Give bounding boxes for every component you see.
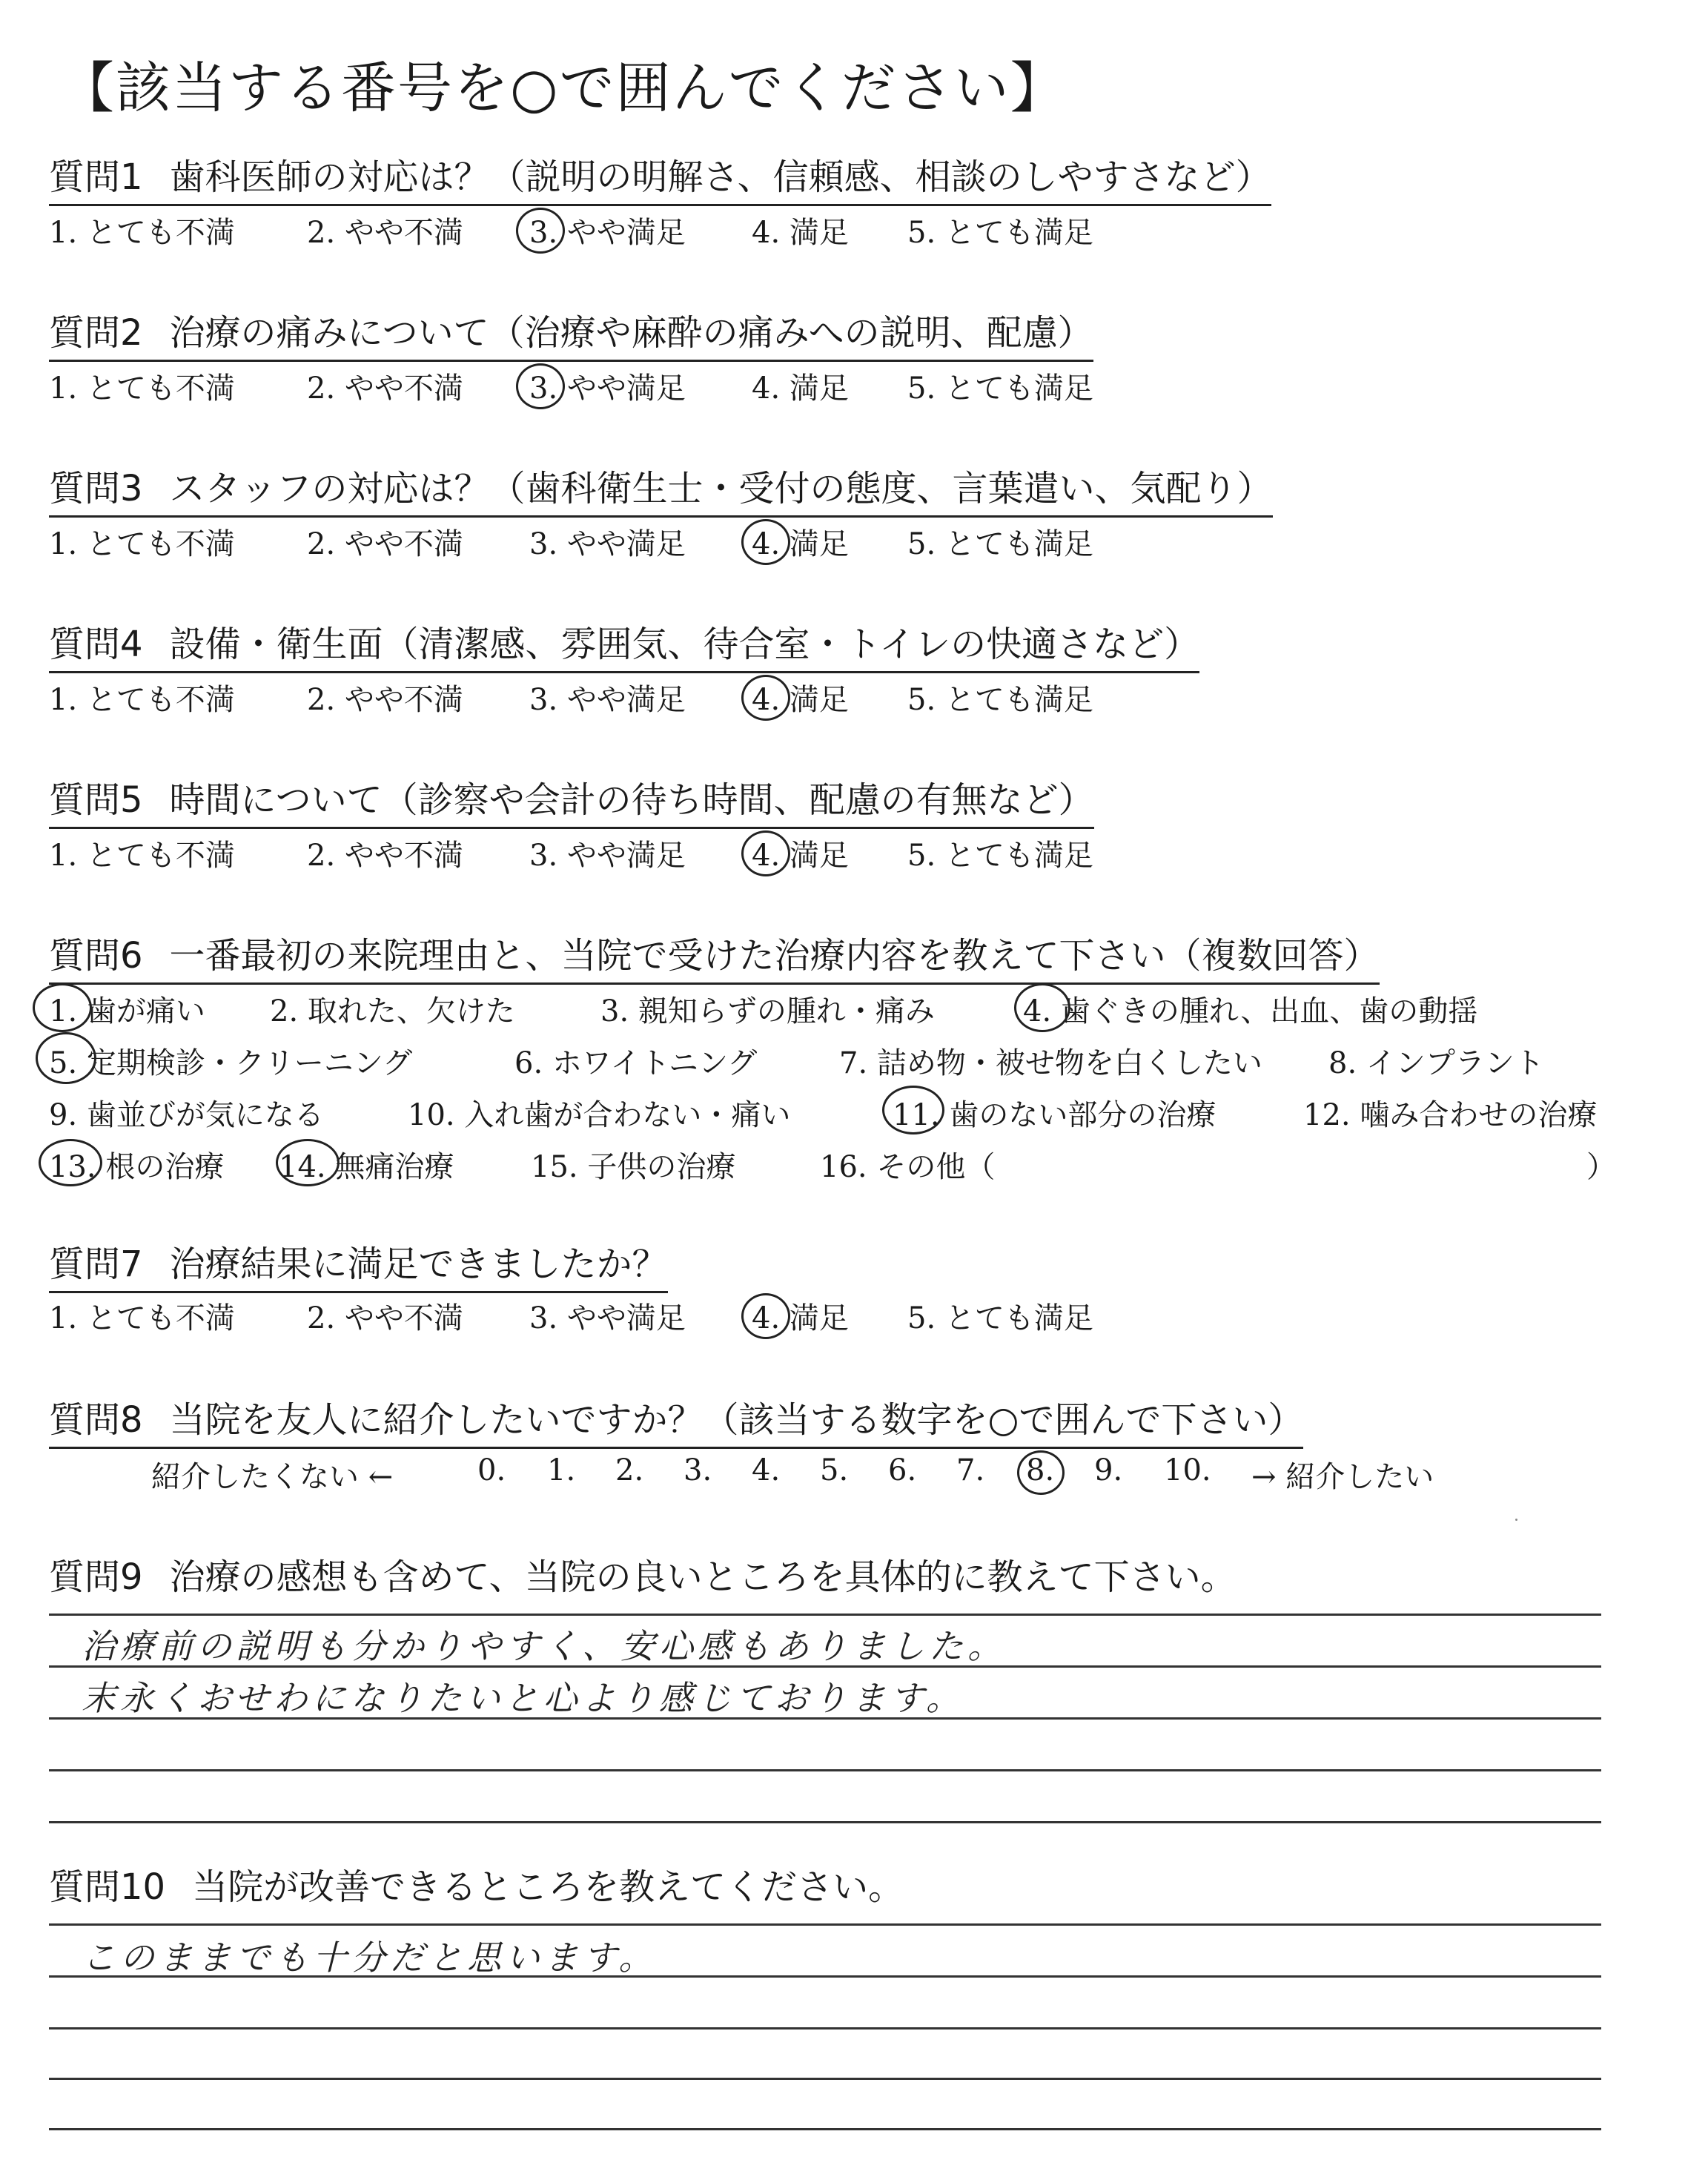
option-3[interactable]: 3. やや満足: [529, 371, 686, 406]
question-7-heading: [49, 1235, 668, 1293]
question-number: 質問4: [49, 624, 143, 665]
option-4[interactable]: 4. 歯ぐきの腫れ、出血、歯の動揺: [1023, 994, 1478, 1028]
option-3[interactable]: 3. やや満足: [529, 1301, 686, 1335]
answer-line: [49, 2027, 1601, 2029]
question-2-heading: [49, 304, 1093, 362]
answer-line: [49, 1975, 1601, 1978]
answer-line: [49, 1821, 1601, 1823]
option-10[interactable]: 10. 入れ歯が合わない・痛い: [408, 1098, 791, 1132]
question-text: 当院が改善できるところを教えてください。: [192, 1866, 904, 1908]
question-number: 質問1: [49, 156, 143, 198]
question-10-heading: [49, 1858, 904, 1914]
option-1[interactable]: 1. とても不満: [49, 683, 235, 717]
option-5[interactable]: 5. とても満足: [907, 1301, 1093, 1335]
option-2[interactable]: 2. 取れた、欠けた: [270, 994, 515, 1028]
question-8-heading: [49, 1391, 1303, 1449]
option-5[interactable]: 5. とても満足: [907, 527, 1093, 561]
scale-5[interactable]: 5.: [820, 1453, 849, 1487]
scale-4[interactable]: 4.: [752, 1453, 781, 1487]
option-5[interactable]: 5. とても満足: [907, 683, 1093, 717]
page-title: 【該当する番号を○で囲んでください】: [59, 56, 1067, 120]
option-11[interactable]: 11. 歯のない部分の治療: [893, 1098, 1217, 1132]
question-text: 治療結果に満足できましたか？: [169, 1244, 668, 1285]
option-4[interactable]: 4. 満足: [752, 371, 849, 406]
option-4[interactable]: 4. 満足: [752, 527, 849, 561]
option-2[interactable]: 2. やや不満: [307, 216, 463, 250]
question-text: 当院を友人に紹介したいですか？（該当する数字を○で囲んで下さい）: [169, 1399, 1304, 1441]
question-5-heading: [49, 771, 1094, 829]
question-number: 質問9: [49, 1556, 143, 1598]
answer-line: [49, 2128, 1601, 2130]
option-1[interactable]: 1. とても不満: [49, 371, 235, 406]
option-2[interactable]: 2. やや不満: [307, 1301, 463, 1335]
scale-6[interactable]: 6.: [888, 1453, 917, 1487]
question-text: 一番最初の来院理由と、当院で受けた治療内容を教えて下さい（複数回答）: [169, 935, 1380, 977]
option-9[interactable]: 9. 歯並びが気になる: [49, 1098, 324, 1132]
scale-9[interactable]: 9.: [1094, 1453, 1123, 1487]
answer-line: [49, 1665, 1601, 1668]
scale-2[interactable]: 2.: [615, 1453, 644, 1487]
option-2[interactable]: 2. やや不満: [307, 371, 463, 406]
question-text: スタッフの対応は？（歯科衛生士・受付の態度、言葉遣い、気配り）: [169, 468, 1273, 509]
handwritten-answer-line-1: このままでも十分だと思います。: [82, 1938, 658, 1978]
answer-line: [49, 1717, 1601, 1720]
scale-right-label: → 紹介したい: [1251, 1460, 1434, 1494]
scale-left-label: 紹介したくない ←: [151, 1460, 394, 1494]
option-15[interactable]: 15. 子供の治療: [531, 1150, 736, 1184]
option-16-close-paren: ）: [1586, 1150, 1616, 1184]
option-4[interactable]: 4. 満足: [752, 683, 849, 717]
answer-line: [49, 2078, 1601, 2080]
option-5[interactable]: 5. とても満足: [907, 371, 1093, 406]
option-4[interactable]: 4. 満足: [752, 839, 849, 873]
question-number: 質問7: [49, 1244, 143, 1285]
option-13[interactable]: 13. 根の治療: [49, 1150, 225, 1184]
option-14[interactable]: 14. 無痛治療: [279, 1150, 454, 1184]
option-3[interactable]: 3. やや満足: [529, 527, 686, 561]
question-9-heading: [49, 1548, 1237, 1604]
question-number: 質問2: [49, 312, 143, 354]
option-5[interactable]: 5. とても満足: [907, 839, 1093, 873]
option-3[interactable]: 3. やや満足: [529, 683, 686, 717]
option-1[interactable]: 1. とても不満: [49, 527, 235, 561]
question-number: 質問6: [49, 935, 143, 977]
option-8[interactable]: 8. インプラント: [1328, 1046, 1544, 1080]
speck: [1515, 1519, 1517, 1521]
option-2[interactable]: 2. やや不満: [307, 839, 463, 873]
option-1[interactable]: 1. 歯が痛い: [49, 994, 205, 1028]
question-text: 治療の感想も含めて、当院の良いところを具体的に教えて下さい。: [169, 1556, 1237, 1598]
option-5[interactable]: 5. 定期検診・クリーニング: [49, 1046, 413, 1080]
answer-line: [49, 1614, 1601, 1616]
question-number: 質問10: [49, 1866, 166, 1908]
question-number: 質問5: [49, 779, 143, 821]
scale-7[interactable]: 7.: [956, 1453, 985, 1487]
scale-1[interactable]: 1.: [547, 1453, 576, 1487]
handwritten-answer-line-2: 末永くおせわになりたいと心より感じております。: [82, 1678, 964, 1718]
handwritten-answer-line-1: 治療前の説明も分かりやすく、安心感もありました。: [82, 1626, 1007, 1666]
option-4[interactable]: 4. 満足: [752, 216, 849, 250]
question-text: 治療の痛みについて（治療や麻酔の痛みへの説明、配慮）: [169, 312, 1093, 354]
question-4-heading: [49, 615, 1199, 673]
option-1[interactable]: 1. とても不満: [49, 216, 235, 250]
question-1-heading: [49, 148, 1271, 206]
question-text: 歯科医師の対応は？（説明の明解さ、信頼感、相談のしやすさなど）: [169, 156, 1271, 198]
option-16[interactable]: 16. その他（: [820, 1150, 996, 1184]
question-number: 質問8: [49, 1399, 143, 1441]
option-2[interactable]: 2. やや不満: [307, 527, 463, 561]
scale-0[interactable]: 0.: [477, 1453, 506, 1487]
option-7[interactable]: 7. 詰め物・被せ物を白くしたい: [839, 1046, 1262, 1080]
scale-10[interactable]: 10.: [1164, 1453, 1211, 1487]
scale-3[interactable]: 3.: [683, 1453, 712, 1487]
option-3[interactable]: 3. 親知らずの腫れ・痛み: [600, 994, 935, 1028]
option-1[interactable]: 1. とても不満: [49, 839, 235, 873]
option-12[interactable]: 12. 噛み合わせの治療: [1303, 1098, 1598, 1132]
question-8-scale: [0, 1453, 1708, 1498]
option-5[interactable]: 5. とても満足: [907, 216, 1093, 250]
option-3[interactable]: 3. やや満足: [529, 839, 686, 873]
question-text: 設備・衛生面（清潔感、雰囲気、待合室・トイレの快適さなど）: [169, 624, 1200, 665]
option-3[interactable]: 3. やや満足: [529, 216, 686, 250]
question-number: 質問3: [49, 468, 143, 509]
answer-line: [49, 1923, 1601, 1926]
answer-line: [49, 1769, 1601, 1771]
option-6[interactable]: 6. ホワイトニング: [514, 1046, 758, 1080]
option-1[interactable]: 1. とても不満: [49, 1301, 235, 1335]
question-6-heading: [49, 927, 1380, 985]
question-3-heading: [49, 460, 1273, 518]
option-4[interactable]: 4. 満足: [752, 1301, 849, 1335]
option-2[interactable]: 2. やや不満: [307, 683, 463, 717]
question-text: 時間について（診察や会計の待ち時間、配慮の有無など）: [169, 779, 1094, 821]
scale-8[interactable]: 8.: [1026, 1453, 1055, 1487]
